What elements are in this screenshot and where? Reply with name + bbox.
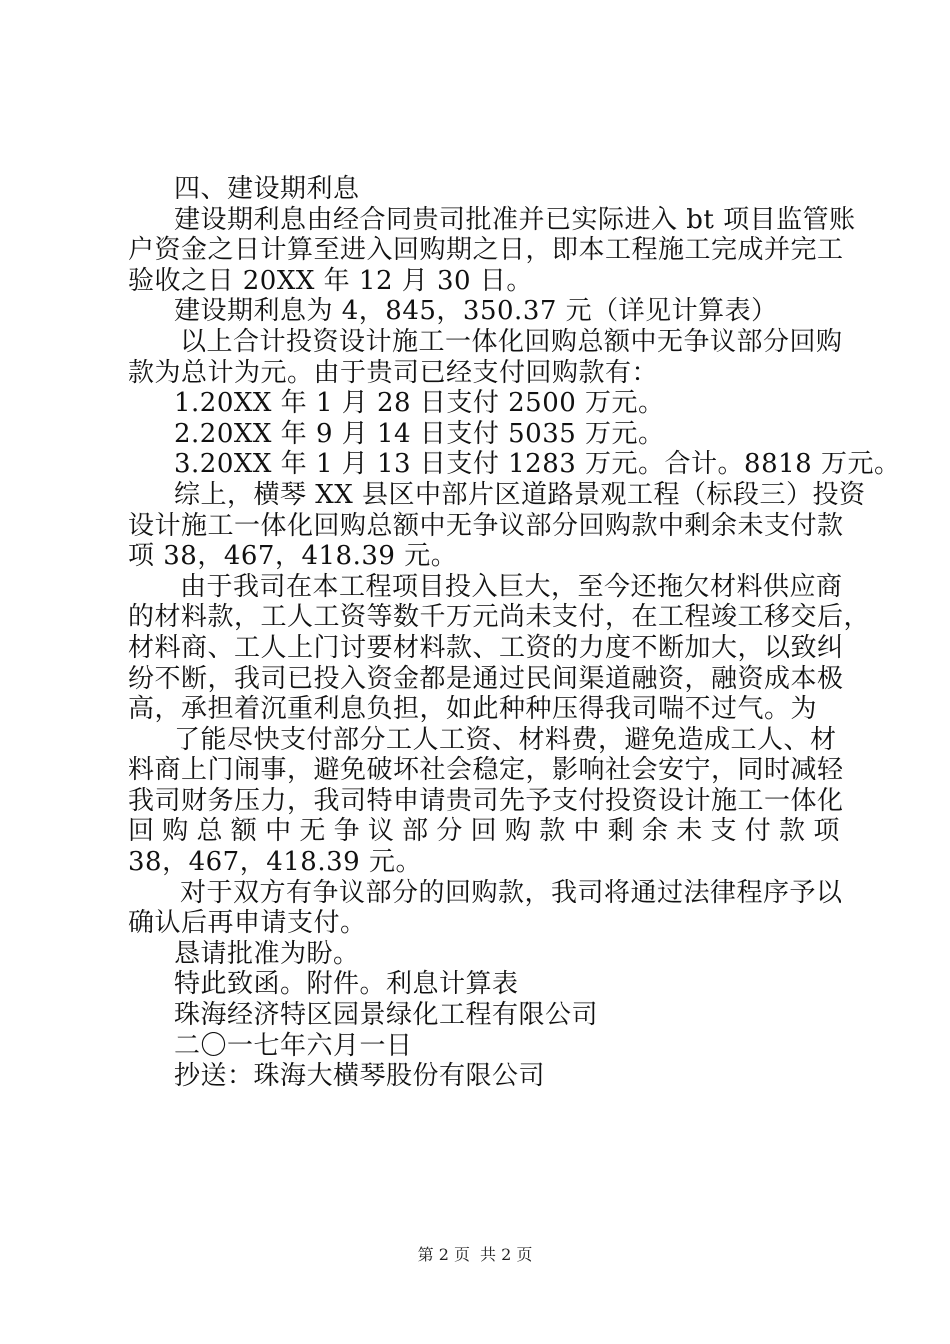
- paragraph-line: 建设期利息由经合同贵司批准并已实际进入 bt 项目监管账: [174, 204, 856, 235]
- page-footer: [0, 1242, 950, 1265]
- paragraph-line: 综上，横琴 XX 县区中部片区道路景观工程（标段三）投资: [174, 479, 866, 510]
- justified-char: 中: [265, 816, 292, 847]
- page-total: 共 2 页: [480, 1245, 533, 1264]
- justified-char: 剩: [607, 816, 635, 847]
- justified-char: 争: [333, 816, 361, 847]
- justified-char: 支: [710, 816, 738, 847]
- paragraph-line: 由于我司在本工程项目投入巨大，至今还拖欠材料供应商: [180, 571, 843, 602]
- paragraph-line: 38，467，418.39 元。: [128, 847, 422, 878]
- cc-line: 抄送：珠海大横琴股份有限公司: [174, 1061, 546, 1092]
- justified-char: 款: [779, 816, 806, 847]
- paragraph-line: 材料商、工人上门讨要材料款、工资的力度不断加大，以致纠: [128, 632, 844, 663]
- letter-body: [128, 174, 901, 1092]
- company-signature: 珠海经济特区园景绿化工程有限公司: [174, 1000, 599, 1031]
- paragraph-line: 纷不断，我司已投入资金都是通过民间渠道融资，融资成本极: [128, 663, 844, 694]
- justified-char: 议: [367, 816, 395, 847]
- closing-note: 特此致函。附件。利息计算表: [174, 969, 519, 1000]
- closing-request: 恳请批准为盼。: [174, 938, 360, 969]
- paragraph-line: 建设期利息为 4，845，350.37 元（详见计算表）: [174, 296, 778, 327]
- paragraph-line: 验收之日 20XX 年 12 月 30 日。: [128, 265, 533, 296]
- paragraph-line: 对于双方有争议部分的回购款，我司将通过法律程序予以: [180, 877, 843, 908]
- paragraph-line: 了能尽快支付部分工人工资、材料费，避免造成工人、材: [174, 724, 837, 755]
- payment-item: 2.20XX 年 9 月 14 日支付 5035 万元。: [174, 418, 665, 449]
- justified-char: 回: [470, 816, 498, 847]
- letter-date: 二〇一七年六月一日: [174, 1030, 413, 1061]
- paragraph-line: 设计施工一体化回购总额中无争议部分回购款中剩余未支付款: [128, 510, 844, 541]
- justified-char: 中: [573, 816, 600, 847]
- paragraph-line: 的材料款，工人工资等数千万元尚未支付，在工程竣工移交后，: [128, 602, 871, 633]
- page-number: 第 2 页: [417, 1245, 470, 1264]
- paragraph-line: 项 38，467，418.39 元。: [128, 541, 458, 572]
- justified-char: 付: [744, 816, 772, 847]
- paragraph-line: 户资金之日计算至进入回购期之日，即本工程施工完成并完工: [128, 235, 844, 266]
- paragraph-line: 料商上门闹事，避免破坏社会稳定，影响社会安宁，同时减轻: [128, 755, 844, 786]
- payment-item: 3.20XX 年 1 月 13 日支付 1283 万元。合计。8818 万元。: [174, 449, 901, 480]
- paragraph-line: 确认后再申请支付。: [128, 908, 367, 939]
- justified-char: 购: [162, 816, 189, 847]
- justified-char: 总: [196, 816, 224, 847]
- justified-line: [128, 816, 840, 847]
- justified-char: 部: [402, 816, 429, 847]
- justified-char: 无: [299, 816, 326, 847]
- paragraph-line: 高，承担着沉重利息负担，如此种种压得我司喘不过气。为: [128, 694, 818, 725]
- justified-char: 项: [813, 816, 840, 847]
- section-heading: 四、建设期利息: [174, 174, 360, 204]
- justified-char: 未: [676, 816, 703, 847]
- justified-char: 分: [436, 816, 463, 847]
- payment-item: 1.20XX 年 1 月 28 日支付 2500 万元。: [174, 388, 665, 419]
- paragraph-line: 以上合计投资设计施工一体化回购总额中无争议部分回购: [180, 326, 843, 357]
- paragraph-line: 我司财务压力，我司特申请贵司先予支付投资设计施工一体化: [128, 785, 844, 816]
- justified-char: 购: [504, 816, 532, 847]
- paragraph-line: 款为总计为元。由于贵司已经支付回购款有：: [128, 357, 659, 388]
- justified-char: 回: [128, 816, 155, 847]
- justified-char: 款: [539, 816, 566, 847]
- justified-char: 余: [641, 816, 669, 847]
- justified-char: 额: [230, 816, 258, 847]
